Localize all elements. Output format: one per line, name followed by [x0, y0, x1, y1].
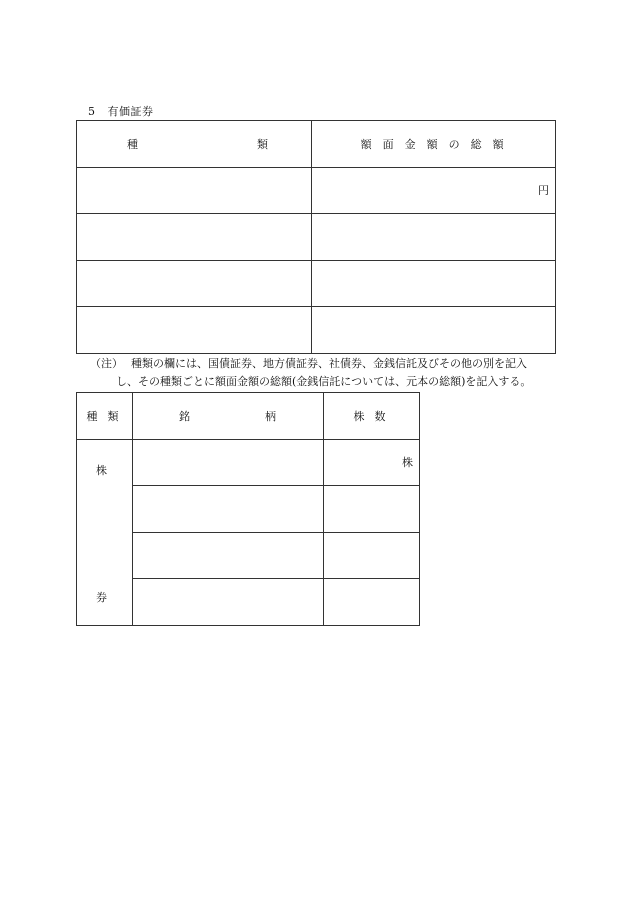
brand-cell[interactable]: [133, 579, 324, 626]
amount-cell[interactable]: [312, 214, 556, 261]
securities-table: [76, 120, 556, 354]
amount-cell[interactable]: [312, 307, 556, 354]
stock-kind-header: 種類: [77, 393, 133, 440]
table-row: [77, 307, 556, 354]
brand-cell[interactable]: [133, 439, 324, 486]
note-line-2: し、その種類ごとに額面金額の総額(金銭信託については、元本の総額)を記入する。: [116, 375, 532, 388]
brand-cell[interactable]: [133, 532, 324, 579]
kind-header: [77, 121, 312, 168]
yen-unit: 円: [538, 184, 549, 198]
kind-cell[interactable]: [77, 307, 312, 354]
shares-cell[interactable]: [324, 486, 420, 533]
kind-header-left: 種: [127, 137, 138, 151]
section-title: [88, 103, 154, 119]
stock-kind-top: 株: [96, 463, 107, 477]
kind-cell[interactable]: [77, 260, 312, 307]
stock-kind-cell: [77, 439, 133, 625]
shares-cell[interactable]: [324, 579, 420, 626]
table-row: [77, 439, 420, 486]
table-header-row: [77, 393, 420, 440]
table-row: [77, 260, 556, 307]
shares-header: 株数: [324, 393, 420, 440]
shares-unit: 株: [402, 456, 413, 470]
amount-cell[interactable]: [312, 260, 556, 307]
section-number: 5: [88, 105, 96, 118]
kind-header-right: 類: [257, 137, 268, 151]
table-row: [77, 167, 556, 214]
kind-cell[interactable]: [77, 167, 312, 214]
note: [90, 355, 560, 391]
shares-cell[interactable]: [324, 439, 420, 486]
section-title-text: 有価証券: [107, 105, 154, 118]
note-mark: （注）: [90, 357, 123, 370]
note-text-1: 種類の欄には、国債証券、地方債証券、社債券、金銭信託及びその他の別を記入: [131, 357, 527, 370]
stocks-table: [76, 392, 420, 626]
note-line-1: [90, 355, 560, 373]
amount-cell[interactable]: [312, 167, 556, 214]
table-header-row: [77, 121, 556, 168]
brand-header-right: 柄: [265, 409, 276, 423]
brand-header: [133, 393, 324, 440]
shares-cell[interactable]: [324, 532, 420, 579]
kind-cell[interactable]: [77, 214, 312, 261]
brand-cell[interactable]: [133, 486, 324, 533]
face-value-total-header: 額面金額の総額: [312, 121, 556, 168]
stock-kind-bottom: 券: [96, 590, 107, 604]
brand-header-left: 銘: [179, 409, 190, 423]
table-row: [77, 214, 556, 261]
